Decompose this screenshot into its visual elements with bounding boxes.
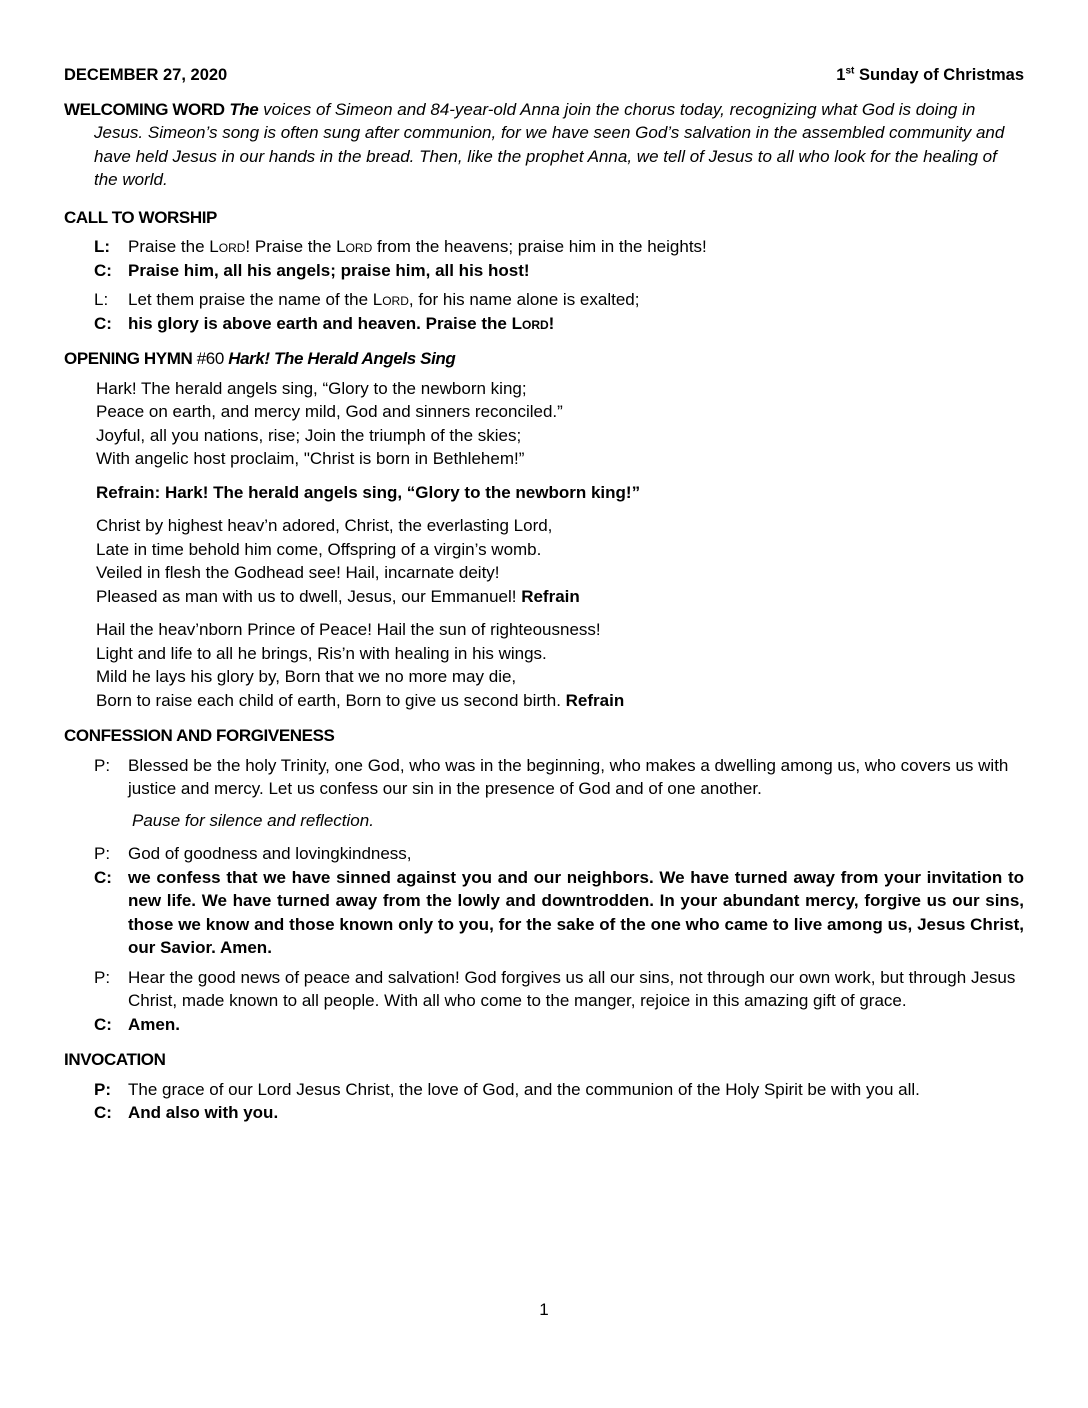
confession-text: we confess that we have sinned against you and our neighbors. We have turned away from your invitation to new life. We have turned away from the lowly and downtrodden. In your abundant mercy, forgive us our sins, those we know and those known only to you, for the sake of the one who came to live among us, Jesus Christ, our Savior. Amen. bbox=[128, 867, 1024, 957]
confession-text: God of goodness and lovingkindness, bbox=[128, 844, 412, 863]
confession-text: Blessed be the holy Trinity, one God, who was in the beginning, who makes a dwelling among us, who covers us with justice and mercy. Let us confess our sin in the presence of God and of one another. bbox=[128, 755, 1009, 798]
call-line-text: Let them praise the name of the Lord, for his name alone is exalted; bbox=[128, 290, 640, 309]
confession-line-c1 bbox=[64, 866, 1024, 960]
hymn-lyrics bbox=[64, 377, 1024, 713]
call-line-l1 bbox=[64, 235, 1024, 259]
confession-text: Hear the good news of peace and salvation! God forgives us all our sins, not through our own work, but through Jesus Christ, made known to all people. With all who come to the manger, rejoice in this amazing gift of grace. bbox=[128, 967, 1016, 1010]
speaker-label: P: bbox=[94, 967, 111, 987]
invocation-line-p1 bbox=[64, 1078, 1024, 1102]
call-line-text: Praise the Lord! Praise the Lord from the heavens; praise him in the heights! bbox=[128, 237, 707, 256]
confession-title: CONFESSION AND FORGIVENESS bbox=[64, 726, 335, 745]
sunday-label: Sunday of Christmas bbox=[854, 66, 1024, 84]
hymn-stanza-1: Hark! The herald angels sing, “Glory to the newborn king; Peace on earth, and mercy mild, God and sinners reconciled.” Joyful, all you nations, rise; Join the triumph of the skies; With angelic host proclaim, "Christ is born in Bethlehem!” bbox=[96, 378, 563, 468]
welcoming-word bbox=[64, 98, 1024, 192]
speaker-label: C: bbox=[94, 313, 112, 333]
invocation-line-c1 bbox=[64, 1101, 1024, 1125]
page-header bbox=[64, 64, 1024, 88]
confession-line-p3 bbox=[64, 966, 1024, 1013]
opening-hymn-title: OPENING HYMN #60 Hark! The Herald Angels Sing bbox=[64, 349, 456, 368]
speaker-label: P: bbox=[94, 844, 111, 863]
confession-line-p1 bbox=[64, 754, 1024, 801]
speaker-label: L: bbox=[94, 290, 109, 309]
confession-text: Amen. bbox=[128, 1014, 180, 1034]
hymn-stanza-3: Hail the heav’nborn Prince of Peace! Hail the sun of righteousness! Light and life to all he brings, Ris’n with healing in his wings. Mild he lays his glory by, Born that we no more may die, Born to raise each child of earth, Born to give us second birth. Refrain bbox=[96, 620, 625, 710]
speaker-label: L: bbox=[94, 237, 111, 256]
confession-line-p2 bbox=[64, 842, 1024, 866]
welcoming-word-text: voices of Simeon and 84-year-old Anna join the chorus today, recognizing what God is doing in Jesus. Simeon’s song is often sung after communion, for we have seen God’s salvation in the assembled community and have held Jesus in our hands in the bread. Then, like the prophet Anna, we tell of Jesus to all who look for the healing of the world. bbox=[94, 99, 1005, 189]
speaker-label: C: bbox=[94, 867, 112, 887]
call-line-c1 bbox=[64, 259, 1024, 283]
confession-line-c2 bbox=[64, 1013, 1024, 1037]
hymn-stanza-2: Christ by highest heav’n adored, Christ, the everlasting Lord, Late in time behold him come, Offspring of a virgin’s womb. Veiled in flesh the Godhead see! Hail, incarnate deity! Pleased as man with us to dwell, Jesus, our Emmanuel! Refrain bbox=[96, 516, 580, 606]
call-line-text: Praise him, all his angels; praise him, all his host! bbox=[128, 260, 530, 280]
page-number: 1 bbox=[539, 1300, 549, 1319]
sunday-ordinal: st bbox=[845, 65, 855, 77]
speaker-label: P: bbox=[94, 755, 111, 775]
call-line-l2 bbox=[64, 288, 1024, 312]
call-to-worship-title: CALL TO WORSHIP bbox=[64, 207, 217, 227]
welcoming-word-title: WELCOMING WORD bbox=[64, 99, 225, 119]
invocation-text: The grace of our Lord Jesus Christ, the love of God, and the communion of the Holy Spirit be with you all. bbox=[128, 1079, 920, 1099]
pause-instruction: Pause for silence and reflection. bbox=[132, 810, 374, 830]
hymn-name: Hark! The Herald Angels Sing bbox=[228, 349, 456, 368]
call-line-text: his glory is above earth and heaven. Praise the Lord! bbox=[128, 313, 555, 333]
speaker-label: C: bbox=[94, 1103, 112, 1122]
invocation-title: INVOCATION bbox=[64, 1050, 166, 1069]
call-line-c2 bbox=[64, 312, 1024, 336]
service-date: DECEMBER 27, 2020 bbox=[64, 66, 228, 84]
liturgical-day bbox=[836, 64, 1024, 88]
speaker-label: C: bbox=[94, 260, 112, 280]
hymn-refrain: Refrain: Hark! The herald angels sing, “Glory to the newborn king!” bbox=[96, 482, 641, 502]
speaker-label: P: bbox=[94, 1079, 111, 1099]
speaker-label: C: bbox=[94, 1014, 112, 1034]
invocation-text: And also with you. bbox=[128, 1103, 279, 1122]
welcoming-word-lead: The bbox=[229, 99, 259, 119]
sunday-number: 1 bbox=[836, 66, 846, 84]
